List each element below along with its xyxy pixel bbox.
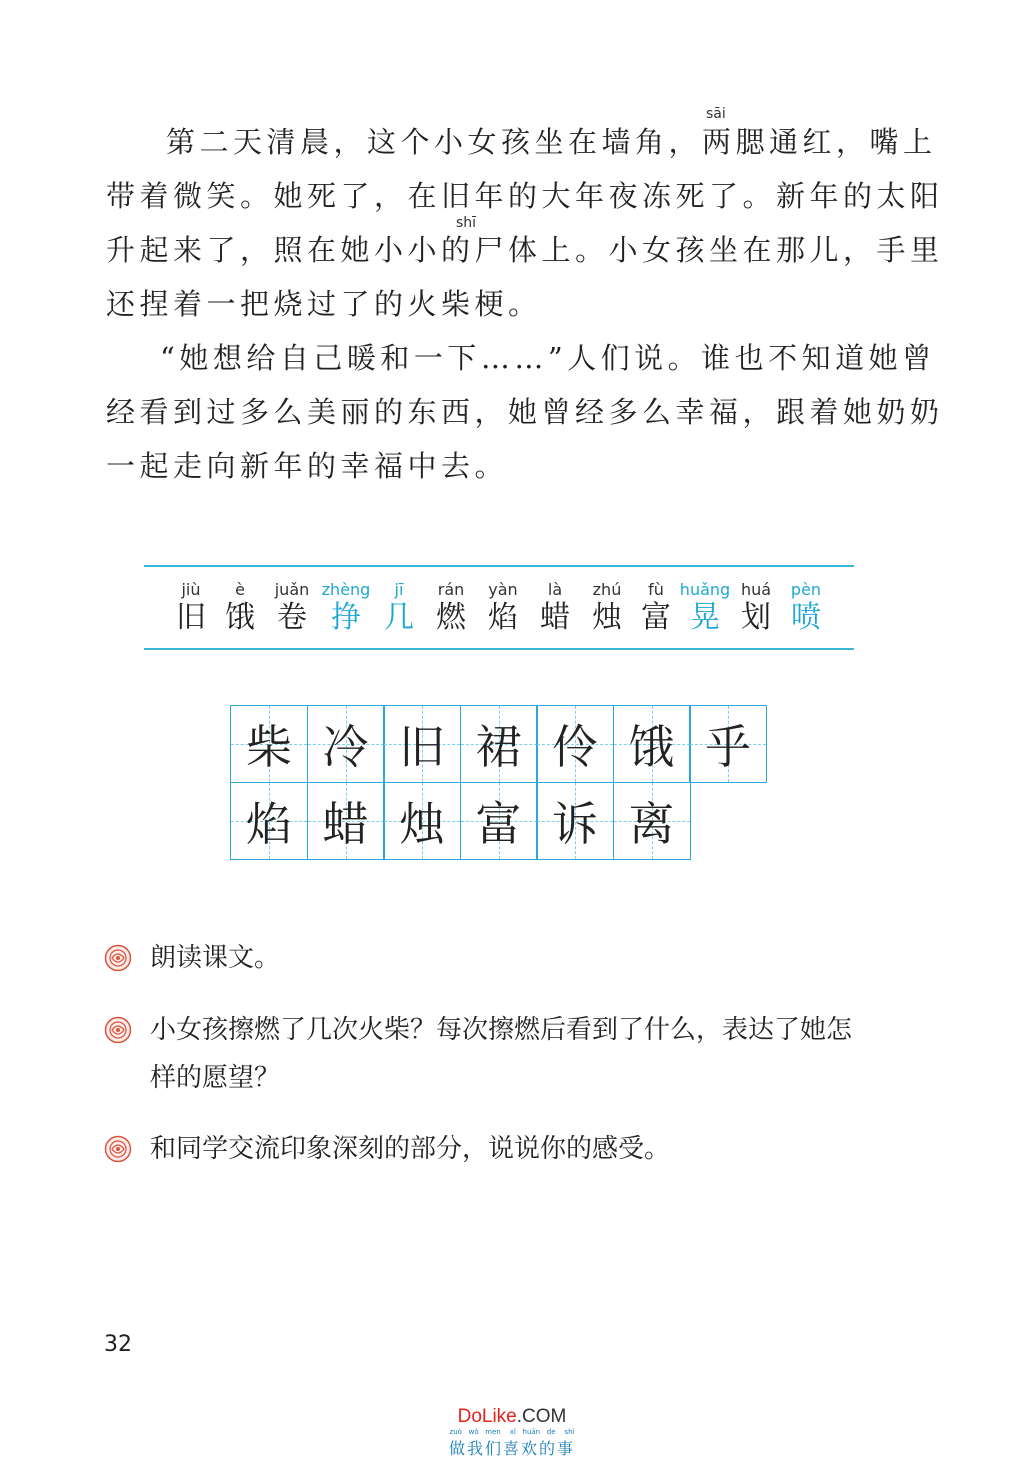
grid-cell: 冷 [307,705,385,783]
grid-cell: 裙 [460,705,538,783]
new-char-5: jī 几 [384,580,414,635]
question-3: 和同学交流印象深刻的部分，说说你的感受。 [150,1134,671,1164]
story-line-2: 带着微笑。她死了，在旧年的大年夜冻死了。新年的太阳 [106,179,944,213]
grid-cell: 烛 [383,782,461,860]
question-1: 朗读课文。 [150,943,281,973]
story-line-6: 经看到过多么美丽的东西，她曾经多么幸福，跟着她奶奶 [106,395,944,429]
new-char-13: pèn 喷 [790,580,822,635]
grid-cell: 柴 [230,705,308,783]
grid-cell: 离 [613,782,691,860]
new-char-6: rán 燃 [436,580,466,635]
story-line-1: 第二天清晨，这个小女孩坐在墙角，两腮通红，嘴上 [166,125,937,159]
pinyin-annotation-shi: shī [456,215,477,231]
new-char-9: zhú 烛 [592,580,622,635]
writing-grid-row-2 [230,782,689,860]
question-2-line-2: 样的愿望？ [150,1063,281,1093]
band-top-line [144,565,854,567]
watermark-brand-red: DoLike [457,1406,517,1427]
story-line-5: “她想给自己暖和一下……”人们说。谁也不知道她曾 [160,341,936,375]
new-char-8: là 蜡 [540,580,570,635]
page-number: 32 [104,1332,132,1357]
new-char-10: fù 富 [641,580,671,635]
watermark-brand [0,1406,1024,1428]
watermark-slogan: 做我们喜欢的事 [448,1439,575,1458]
new-char-11: huǎng 晃 [679,580,731,635]
bullet-flower-icon [104,1135,132,1163]
new-char-4: zhèng 挣 [321,580,371,635]
writing-grid-row-1 [230,705,766,783]
new-char-7: yàn 焰 [488,580,518,635]
bullet-flower-icon [104,1016,132,1044]
watermark-pinyin: zuò wǒ men xǐ huān de shì [449,1428,575,1436]
story-line-3: 升起来了，照在她小小的尸体上。小女孩坐在那儿，手里 [106,233,944,267]
new-char-2: è 饿 [225,580,255,635]
grid-cell: 蜡 [307,782,385,860]
grid-cell: 富 [460,782,538,860]
watermark-brand-dark: .COM [516,1406,567,1427]
story-line-4: 还捏着一把烧过了的火柴梗。 [106,287,542,321]
new-char-1: jiù 旧 [176,580,206,635]
grid-cell: 诉 [536,782,614,860]
question-2-line-1: 小女孩擦燃了几次火柴？每次擦燃后看到了什么，表达了她怎 [150,1015,853,1045]
story-line-7: 一起走向新年的幸福中去。 [106,449,509,483]
new-char-3: juǎn 卷 [274,580,310,635]
grid-cell: 饿 [613,705,691,783]
new-char-12: huá 划 [740,580,772,635]
grid-cell: 乎 [689,705,767,783]
grid-cell: 焰 [230,782,308,860]
band-bottom-line [144,648,854,650]
bullet-flower-icon [104,944,132,972]
grid-cell: 旧 [383,705,461,783]
grid-cell: 伶 [536,705,614,783]
pinyin-annotation-sai: sāi [706,106,726,122]
